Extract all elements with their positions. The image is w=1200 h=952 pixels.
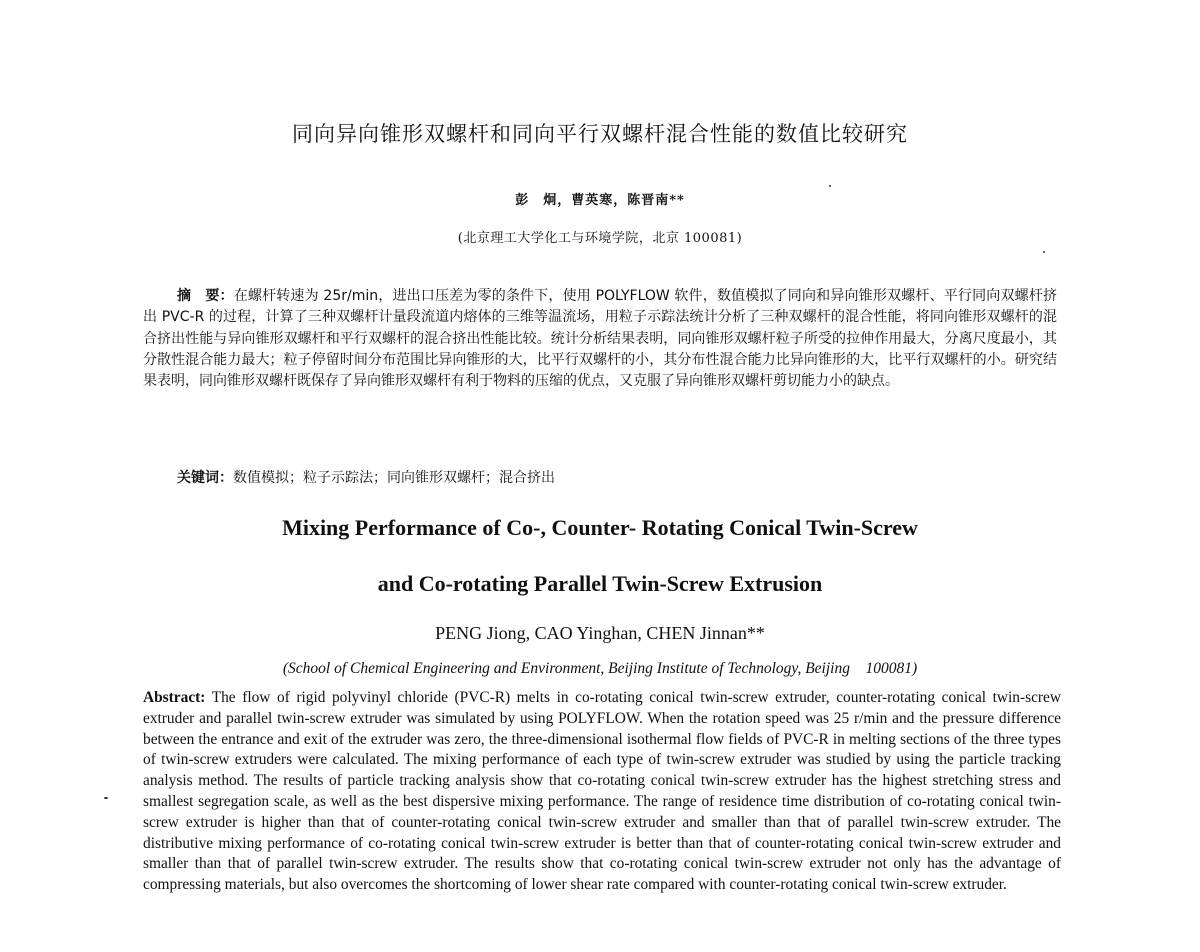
english-authors: PENG Jiong, CAO Yinghan, CHEN Jinnan** [435, 623, 765, 643]
chinese-affiliation: (北京理工大学化工与环境学院，北京 100081) [457, 231, 743, 246]
english-title-line-1: Mixing Performance of Co-, Counter- Rotating Conical Twin-Screw [282, 515, 918, 540]
chinese-keywords-text: 数值模拟；粒子示踪法；同向锥形双螺杆；混合挤出 [233, 470, 555, 486]
english-abstract-label: Abstract: [143, 689, 206, 706]
chinese-abstract-text: 在螺杆转速为 25r/min，进出口压差为零的条件下，使用 POLYFLOW 软件，数值模拟了同向和异向锥形双螺杆、平行同向双螺杆挤出 PVC-R 的过程，计算了三种双螺杆计量段流道内熔体的三维等温流场，用粒子示踪法统计分析了三种双螺杆的混合性能，将同向锥形双螺杆的混合挤出性能与异向锥形双螺杆和平行双螺杆的混合挤出性能比较。统计分析结果表明，同向锥形双螺杆粒子所受的拉伸作用最大，分离尺度最小，其分散性混合能力最大；粒子停留时间分布范围比异向锥形的大，比平行双螺杆的小，其分布性混合能力比异向锥形的大，比平行双螺杆的小。研究结果表明，同向锥形双螺杆既保存了异向锥形双螺杆有利于物料的压缩的优点，又克服了异向锥形双螺杆剪切能力小的缺点。 [143, 288, 1057, 390]
chinese-title: 同向异向锥形双螺杆和同向平行双螺杆混合性能的数值比较研究 [292, 122, 908, 146]
chinese-authors: 彭 炯，曹英寒，陈晋南** [515, 193, 685, 208]
chinese-abstract [143, 286, 1057, 392]
scan-speck [829, 185, 831, 187]
scan-speck [104, 797, 108, 799]
scan-speck [1043, 251, 1045, 253]
english-title-line-2: and Co-rotating Parallel Twin-Screw Extrusion [377, 571, 823, 596]
english-abstract-text: The flow of rigid polyvinyl chloride (PVC-R) melts in co-rotating conical twin-screw extruder, counter-rotating conical twin-screw extruder and parallel twin-screw extruder was simulated by using POLYFLOW. When the rotation speed was 25 r/min and the pressure difference between the entrance and exit of the extruder was zero, the three-dimensional isothermal flow fields of PVC-R in melting sections of the three types of twin-screw extruders were calculated. The mixing performance of each type of twin-screw extruder was studied by using the particle tracking analysis method. The results of particle tracking analysis show that co-rotating conical twin-screw extruder has the highest stretching stress and smallest segregation scale, as well as the best dispersive mixing performance. The range of residence time distribution of co-rotating conical twin-screw extruder is higher than that of counter-rotating conical twin-screw extruder and smaller than that of parallel twin-screw extruder. The distributive mixing performance of co-rotating conical twin-screw extruder is better than that of counter-rotating conical twin-screw extruder and smaller than that of parallel twin-screw extruder. The results show that co-rotating conical twin-screw extruder not only has the advantage of compressing materials, but also overcomes the shortcoming of lower shear rate compared with counter-rotating conical twin-screw extruder. [143, 689, 1061, 894]
chinese-abstract-label: 摘 要： [177, 288, 234, 304]
chinese-keywords [177, 467, 1057, 487]
english-affiliation: (School of Chemical Engineering and Environment, Beijing Institute of Technology, Beijing 100081) [282, 660, 918, 677]
chinese-keywords-label: 关键词： [177, 470, 233, 486]
english-abstract [143, 688, 1061, 896]
